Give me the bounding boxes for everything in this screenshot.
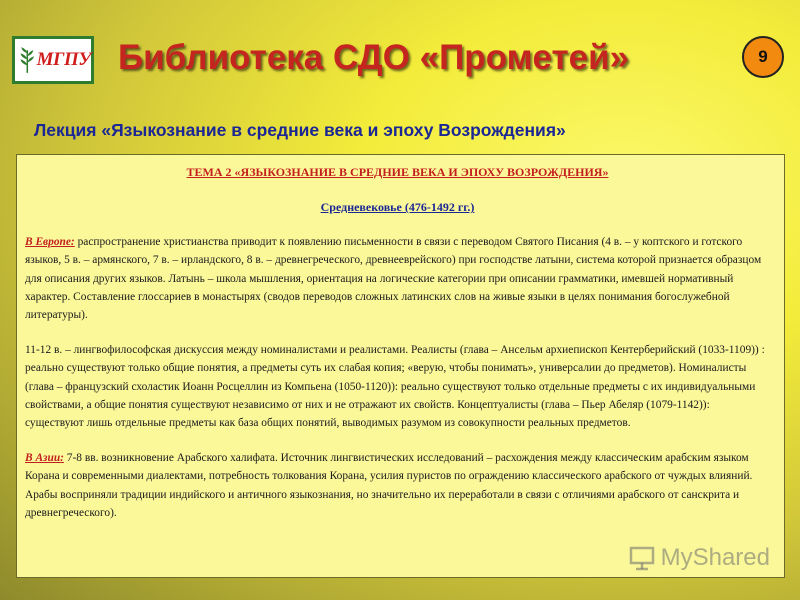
lecture-document (16, 154, 785, 578)
europe-text: распространение христианства приводит к появлению письменности в связи с переводом Святого Писания (4 в. – у коптского и готского языков, 5 в. – армянского, 7 в. – ирландского, 8 в. – древнегреческого, древнееврейского) при господстве латыни, система которой признается образцом для описания других языков. Латынь – школа мышления, ориентация на логические категории при описании грамматики, имевшей нормативный характер. Составление глоссариев в монастырях (сводов переводов сложных латинских слов на живые языки в целях понимания богослужебной литературы). (25, 235, 762, 322)
watermark-text: MyShared (660, 544, 770, 571)
europe-label: В Европе: (25, 235, 75, 248)
asia-text: 7-8 вв. возникновение Арабского халифата. Источник лингвистических исследований – расхождения между классическим арабским языком Корана и современными диалектами, потребность толкования Корана, усилия пуристов по ограждению классического арабского от чуждых влияний. Арабы восприняли традиции индийского и античного языкознания, но значительно их переработали в связи с отличиями арабского от санскрита и древнегреческого). (25, 451, 753, 520)
wheat-emblem-icon (19, 41, 36, 79)
asia-label: В Азии: (25, 451, 64, 464)
logo-text: МГПУ (36, 49, 91, 70)
watermark (629, 544, 770, 572)
page-title: Библиотека СДО «Прометей» (118, 38, 630, 77)
document-period-heading: Средневековье (476-1492 гг.) (320, 200, 475, 215)
mgpu-logo (12, 36, 94, 84)
lecture-subtitle: Лекция «Языкознание в средние века и эпоху Возрождения» (34, 120, 566, 140)
europe-paragraph (25, 233, 770, 325)
scholastics-paragraph: 11-12 в. – лингвофилософская дискуссия между номиналистами и реалистами. Реалисты (глава – Ансельм архиепископ Кентерберийский (1033-1109)) : реально существуют только общие понятия, а предметы суть их слабая копия; «верую, чтобы понимать», универсалии до предметов). Номиналисты (глава – французский схоластик Иоанн Росцеллин из Компьена (1050-1120)): реально существуют только отдельные предметы с их индивидуальными свойствами, а общие понятия существуют независимо от них и не отражают их свойств. Концептуалисты (глава – Пьер Абеляр (1079-1142)): существуют лишь отдельные предметы как база общих понятий, выводимых разумом из совокупности реальных предметов. (25, 343, 765, 430)
page-number-badge: 9 (742, 36, 784, 78)
presentation-board-icon (629, 545, 655, 571)
document-topic: ТЕМА 2 «ЯЗЫКОЗНАНИЕ В СРЕДНИЕ ВЕКА И ЭПОХУ ВОЗРОЖДЕНИЯ» (186, 165, 609, 179)
asia-paragraph (25, 449, 770, 523)
